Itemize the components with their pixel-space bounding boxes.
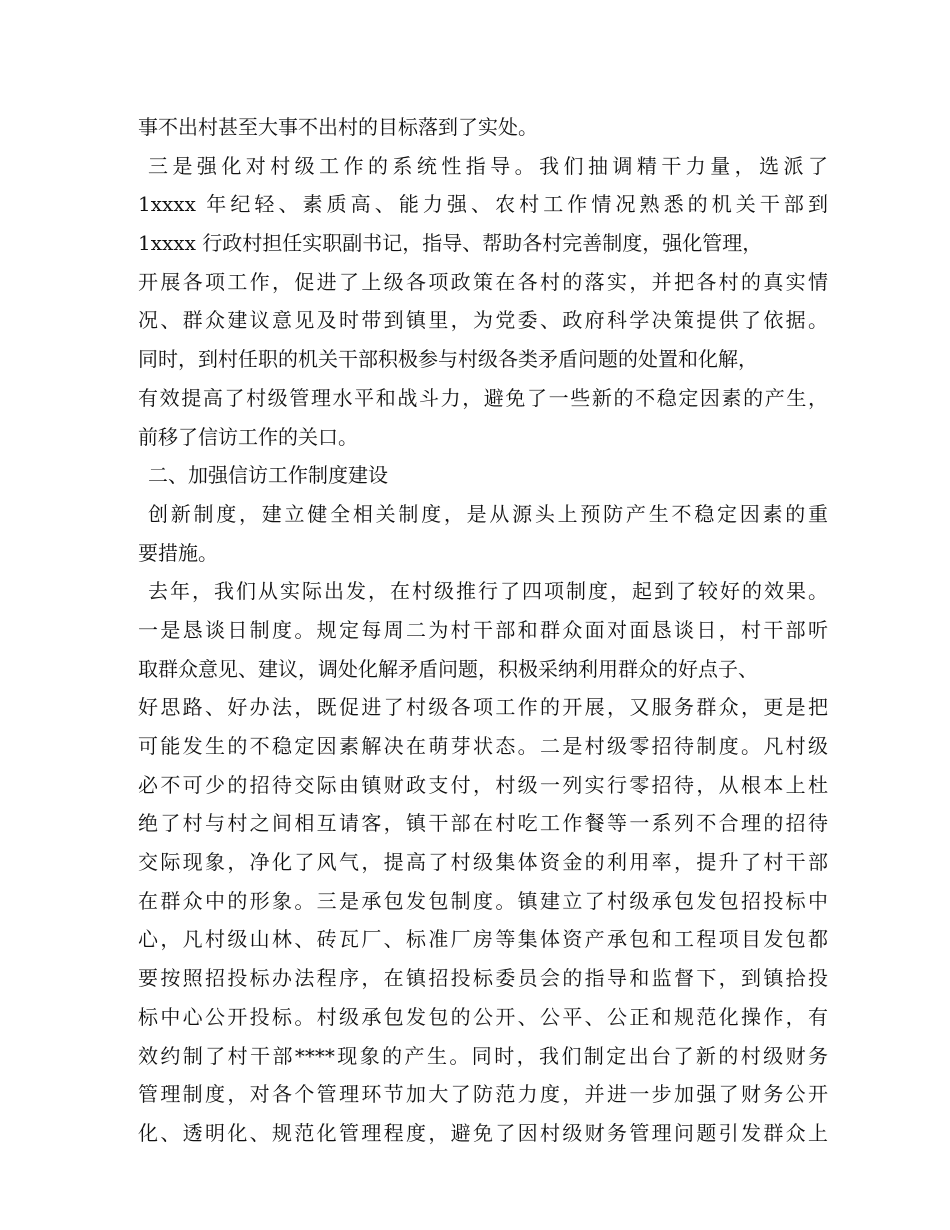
- text-line: 三是强化对村级工作的系统性指导。我们抽调精干力量，选派了: [148, 153, 828, 178]
- body-text: [138, 108, 828, 1153]
- text-line: 管理制度，对各个管理环节加大了防范力度，并进一步加强了财务公开: [138, 1082, 828, 1107]
- text-line: 去年，我们从实际出发，在村级推行了四项制度，起到了较好的效果。: [148, 579, 828, 604]
- text-line: 要按照招投标办法程序，在镇招投标委员会的指导和监督下，到镇拾投: [138, 966, 828, 991]
- text-line: 前移了信访工作的关口。: [138, 424, 358, 449]
- text-line: 同时，到村任职的机关干部积极参与村级各类矛盾问题的处置和化解，: [138, 347, 758, 372]
- text-line: 开展各项工作，促进了上级各项政策在各村的落实，并把各村的真实情: [138, 269, 828, 294]
- text-line: 1xxxx 行政村担任实职副书记，指导、帮助各村完善制度，强化管理，: [138, 231, 763, 256]
- text-line: 必不可少的招待交际由镇财政支付，村级一列实行零招待，从根本上杜: [138, 772, 828, 797]
- text-line: 交际现象，净化了风气，提高了村级集体资金的利用率，提升了村干部: [138, 850, 828, 875]
- text-line: 效约制了村干部****现象的产生。同时，我们制定出台了新的村级财务: [138, 1043, 828, 1068]
- text-line: 好思路、好办法，既促进了村级各项工作的开展，又服务群众，更是把: [138, 695, 828, 720]
- text-line: 况、群众建议意见及时带到镇里，为党委、政府科学决策提供了依据。: [138, 308, 828, 333]
- text-line: 绝了村与村之间相互请客，镇干部在村吃工作餐等一系列不合理的招待: [138, 811, 828, 836]
- text-line: 取群众意见、建议，调处化解矛盾问题，积极采纳利用群众的好点子、: [138, 656, 758, 681]
- text-line: 有效提高了村级管理水平和战斗力，避免了一些新的不稳定因素的产生，: [138, 385, 828, 410]
- text-line: 在群众中的形象。三是承包发包制度。镇建立了村级承包发包招投标中: [138, 888, 828, 913]
- text-line: 1xxxx 年纪轻、素质高、能力强、农村工作情况熟悉的机关干部到: [138, 192, 828, 217]
- text-line: 要措施。: [138, 540, 218, 565]
- text-line: 事不出村甚至大事不出村的目标落到了实处。: [138, 115, 538, 139]
- text-line: 心，凡村级山林、砖瓦厂、标准厂房等集体资产承包和工程项目发包都: [138, 927, 828, 952]
- text-line: 标中心公开投标。村级承包发包的公开、公平、公正和规范化操作，有: [138, 1004, 828, 1029]
- text-line: 创新制度，建立健全相关制度，是从源头上预防产生不稳定因素的重: [148, 501, 828, 526]
- text-line: 可能发生的不稳定因素解决在萌芽状态。二是村级零招待制度。凡村级: [138, 734, 828, 758]
- section-heading: 二、加强信访工作制度建设: [148, 463, 388, 488]
- text-line: 一是恳谈日制度。规定每周二为村干部和群众面对面恳谈日，村干部听: [138, 617, 828, 642]
- text-line: 化、透明化、规范化管理程度，避免了因村级财务管理问题引发群众上: [138, 1120, 828, 1145]
